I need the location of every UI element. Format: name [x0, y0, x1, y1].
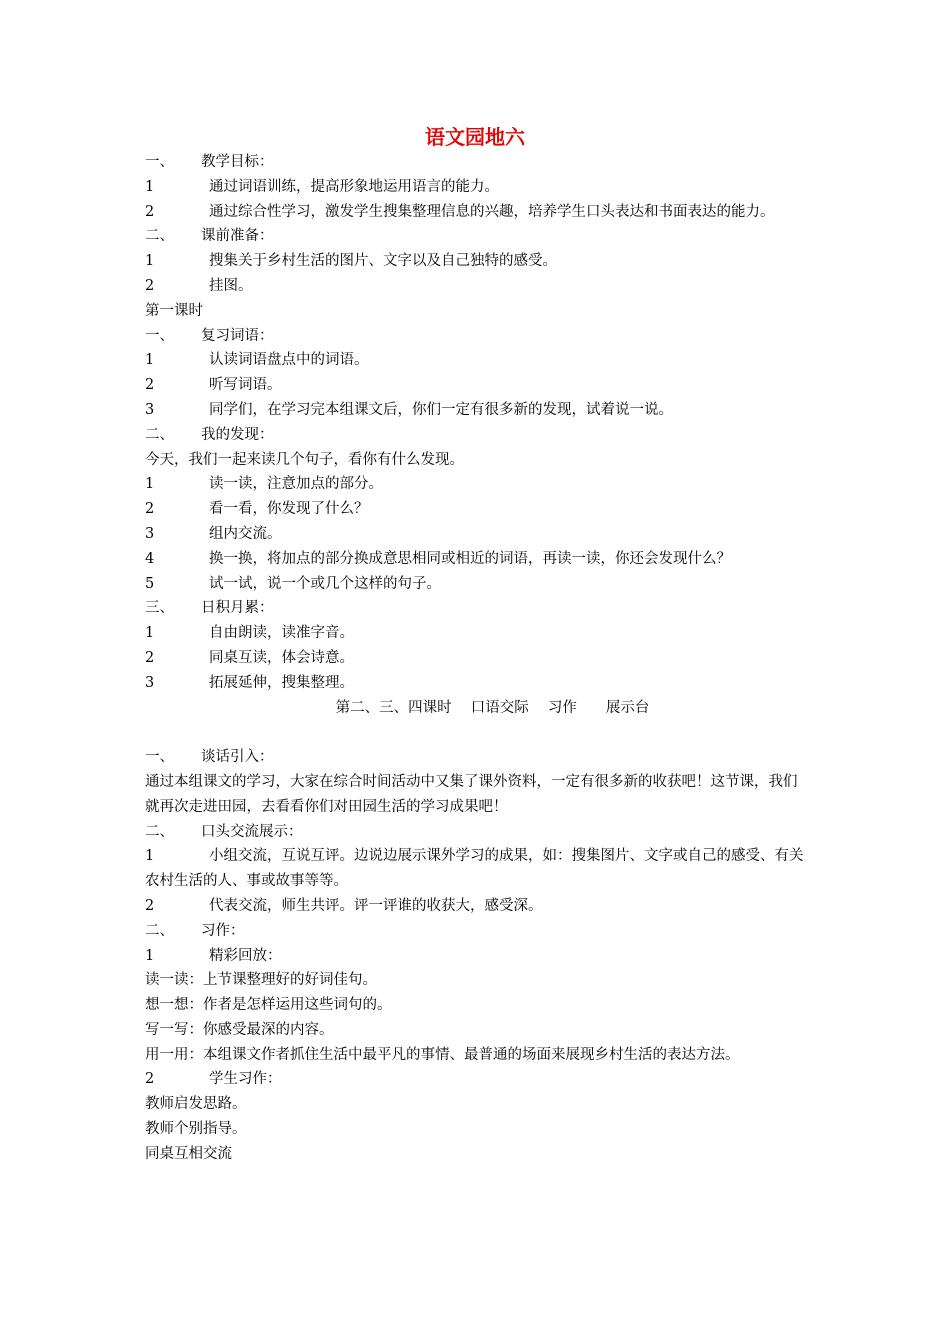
- paragraph: 同桌互相交流: [145, 1145, 232, 1162]
- line-text: 试一试，说一个或几个这样的句子。: [209, 575, 441, 592]
- line-text: 代表交流，师生共评。评一评谁的收获大，感受深。: [209, 897, 543, 914]
- lesson-label: 第一课时: [145, 302, 203, 319]
- document-body: [145, 150, 810, 1167]
- line-number: 2: [145, 203, 155, 220]
- line-number: 2: [145, 501, 155, 518]
- list-item: [145, 472, 810, 497]
- line-text: 精彩回放：: [209, 947, 282, 964]
- section-title: 第二、三、四课时 口语交际 习作 展示台: [335, 699, 650, 716]
- line-number: 2: [145, 897, 155, 914]
- line-text: 谈话引入：: [201, 749, 274, 766]
- list-item: [145, 1067, 810, 1092]
- list-item: [145, 671, 810, 696]
- line-text: 通过词语训练，提高形象地运用语言的能力。: [209, 178, 499, 195]
- list-item: [145, 844, 810, 894]
- heading-line: [145, 324, 810, 349]
- line-text: 日积月累：: [201, 600, 274, 617]
- line-text: 课前准备：: [201, 228, 274, 245]
- line-text: 认读词语盘点中的词语。: [209, 352, 369, 369]
- heading-line: [145, 423, 810, 448]
- line-text: 听写词语。: [209, 377, 282, 394]
- line-text: 拓展延伸，搜集整理。: [209, 674, 354, 691]
- line-text: 习作：: [201, 922, 245, 939]
- list-item: [145, 398, 810, 423]
- line-number: 二、: [145, 228, 174, 245]
- heading-line: [145, 150, 810, 175]
- line-number: 二、: [145, 426, 174, 443]
- list-item: [145, 572, 810, 597]
- blank-line: [145, 720, 810, 745]
- line-number: 4: [145, 550, 155, 567]
- line-text: 口头交流展示：: [201, 823, 303, 840]
- list-item: [145, 175, 810, 200]
- list-item: [145, 547, 810, 572]
- line-number: 5: [145, 575, 155, 592]
- line-number: 2: [145, 1071, 155, 1088]
- list-item: [145, 522, 810, 547]
- line-number: 2: [145, 649, 155, 666]
- document-title: 语文园地六: [425, 125, 525, 149]
- list-item: [145, 274, 810, 299]
- list-item: [145, 373, 810, 398]
- line-text: 换一换，将加点的部分换成意思相同或相近的词语，再读一读，你还会发现什么？: [209, 550, 731, 567]
- line-number: 1: [145, 947, 155, 964]
- line-number: 一、: [145, 327, 174, 344]
- line-text: 教学目标：: [201, 154, 274, 170]
- line-number: 二、: [145, 823, 174, 840]
- line-text: 挂图。: [209, 277, 253, 294]
- list-item: [145, 621, 810, 646]
- paragraph: 用一用：本组课文作者抓住生活中最平凡的事情、最普通的场面来展现乡村生活的表达方法。: [145, 1046, 740, 1063]
- line-number: 1: [145, 253, 155, 270]
- heading-line: [145, 224, 810, 249]
- line-number: 一、: [145, 154, 174, 170]
- line-text: 组内交流。: [209, 525, 282, 542]
- heading-line: [145, 919, 810, 944]
- line-text: 读一读，注意加点的部分。: [209, 476, 383, 493]
- line-text: 小组交流，互说互评。边说边展示课外学习的成果，如：搜集图片、文字或自己的感受、有关农村生活的人、事或故事等等。: [145, 848, 804, 890]
- line-text: 搜集关于乡村生活的图片、文字以及自己独特的感受。: [209, 253, 557, 270]
- line-number: 一、: [145, 749, 174, 766]
- line-number: 1: [145, 848, 155, 865]
- list-item: [145, 249, 810, 274]
- line-text: 复习词语：: [201, 327, 274, 344]
- list-item: [145, 348, 810, 373]
- line-number: 二、: [145, 922, 174, 939]
- line-text: 我的发现：: [201, 426, 274, 443]
- paragraph: 教师个别指导。: [145, 1121, 247, 1138]
- list-item: [145, 944, 810, 969]
- line-number: 1: [145, 625, 155, 642]
- list-item: [145, 497, 810, 522]
- paragraph: 通过本组课文的学习，大家在综合时间活动中又集了课外资料，一定有很多新的收获吧！这节课，我们就再次走进田园，去看看你们对田园生活的学习成果吧！: [145, 773, 798, 815]
- line-text: 学生习作：: [209, 1071, 282, 1088]
- line-number: 3: [145, 674, 155, 691]
- line-number: 3: [145, 401, 155, 418]
- line-number: 1: [145, 476, 155, 493]
- list-item: [145, 200, 810, 225]
- line-number: 2: [145, 377, 155, 394]
- line-text: 通过综合性学习，激发学生搜集整理信息的兴趣，培养学生口头表达和书面表达的能力。: [209, 203, 775, 220]
- paragraph: 想一想：作者是怎样运用这些词句的。: [145, 997, 392, 1014]
- paragraph: 写一写：你感受最深的内容。: [145, 1021, 334, 1038]
- list-item: [145, 894, 810, 919]
- line-text: 自由朗读，读准字音。: [209, 625, 354, 642]
- heading-line: [145, 745, 810, 770]
- list-item: [145, 646, 810, 671]
- line-text: 同学们，在学习完本组课文后，你们一定有很多新的发现，试着说一说。: [209, 401, 673, 418]
- paragraph: 今天，我们一起来读几个句子，看你有什么发现。: [145, 451, 464, 468]
- line-text: 同桌互读，体会诗意。: [209, 649, 354, 666]
- line-text: 看一看，你发现了什么？: [209, 501, 369, 518]
- heading-line: [145, 820, 810, 845]
- line-number: 3: [145, 525, 155, 542]
- line-number: 三、: [145, 600, 174, 617]
- paragraph: 读一读：上节课整理好的好词佳句。: [145, 972, 377, 989]
- paragraph: 教师启发思路。: [145, 1096, 247, 1113]
- heading-line: [145, 596, 810, 621]
- line-number: 1: [145, 178, 155, 195]
- line-number: 2: [145, 277, 155, 294]
- line-number: 1: [145, 352, 155, 369]
